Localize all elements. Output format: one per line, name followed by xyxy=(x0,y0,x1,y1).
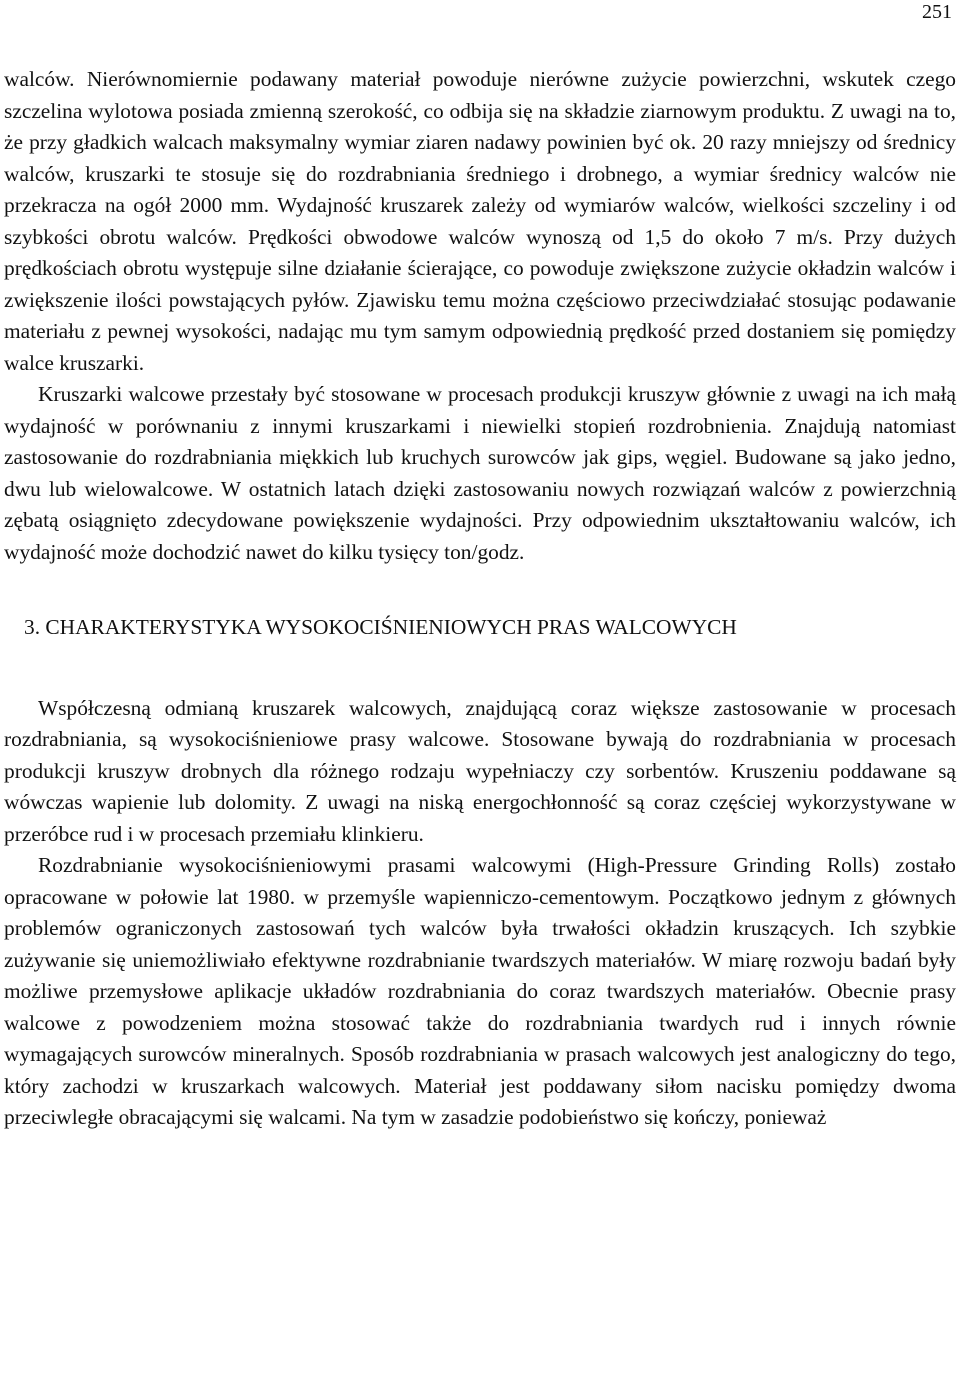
spacer xyxy=(4,644,956,693)
paragraph-roll-crushers-usage: Kruszarki walcowe przestały być stosowane w procesach produkcji kruszyw głównie z uwagi na ich małą wydajność w porównaniu z innymi kruszarkami i niewielki stopień rozdrobnienia. Znajdują natomiast zastosowanie do rozdrabniania miękkich lub kruchych surowców jak gips, węgiel. Budowane są jako jedno, dwu lub wielowalcowe. W ostatnich latach dzięki zastosowaniu nowych rozwiązań walców z powierzchnią zębatą osiągnięto zdecydowane powiększenie wydajności. Przy odpowiednim ukształtowaniu walców, ich wydajność może dochodzić nawet do kilku tysięcy ton/godz. xyxy=(4,382,956,564)
paragraph-hpgr-history: Rozdrabnianie wysokociśnieniowymi prasami walcowymi (High-Pressure Grinding Rolls) zostało opracowane w połowie lat 1980. w przemyśle wapienniczo-cementowym. Początkowo jednym z głównych problemów ograniczonych zastosowań tych walców była trwałości okładzin kruszących. Ich szybkie zużywanie się uniemożliwiało efektywne rozdrabnianie twardszych materiałów. W miarę rozwoju badań były możliwe przemysłowe aplikacje układów rozdrabniania do coraz twardszych materiałów. Obecnie prasy walcowe z powodzeniem można stosować także do rozdrabniania twardych rud i innych równie wymagających surowców mineralnych. Sposób rozdrabniania w prasach walcowych jest analogiczny do tego, który zachodzi w kruszarkach walcowych. Materiał jest poddawany siłom nacisku pomiędzy dwoma przeciwległe obracającymi się walcami. Na tym w zasadzie podobieństwo się kończy, ponieważ xyxy=(4,853,956,1129)
paragraph-continued: walców. Nierównomiernie podawany materiał powoduje nierówne zużycie powierzchni, wskutek czego szczelina wylotowa posiada zmienną szerokość, co odbija się na składzie ziarnowym produktu. Z uwagi na to, że przy gładkich walcach maksymalny wymiar ziaren nadawy powinien być ok. 20 razy mniejszy od średnicy walców, kruszarki te stosuje się do rozdrabniania średniego i drobnego, a wymiar średnicy walców nie przekracza na ogół 2000 mm. Wydajność kruszarek zależy od wymiarów walców, wielkości szczeliny i od szybkości obrotu walców. Prędkości obwodowe walców wynoszą od 1,5 do około 7 m/s. Przy dużych prędkościach obrotu występuje silne działanie ścierające, co powoduje zwiększone zużycie okładzin walców i zwiększenie ilości powstających pyłów. Zjawisku temu można częściowo przeciwdziałać stosując podawanie materiału z pewnej wysokości, nadając mu tym samym odpowiednią prędkość przed dostaniem się pomiędzy walce kruszarki. xyxy=(4,67,956,375)
page-number: 251 xyxy=(922,1,952,23)
section-heading: 3. CHARAKTERYSTYKA WYSOKOCIŚNIENIOWYCH PRAS WALCOWYCH xyxy=(24,615,737,639)
page-content xyxy=(4,64,956,1134)
paragraph-hpgr-intro: Współczesną odmianą kruszarek walcowych, znajdującą coraz większe zastosowanie w procesach rozdrabniania, są wysokociśnieniowe prasy walcowe. Stosowane bywają do rozdrabniania w procesach produkcji kruszyw drobnych dla różnego rodzaju wypełniaczy czy sorbentów. Kruszeniu poddawane są wówczas wapienie lub dolomity. Z uwagi na niską energochłonność są coraz częściej wykorzystywane w przeróbce rud i w procesach przemiału klinkieru. xyxy=(4,695,956,846)
spacer xyxy=(4,568,956,612)
